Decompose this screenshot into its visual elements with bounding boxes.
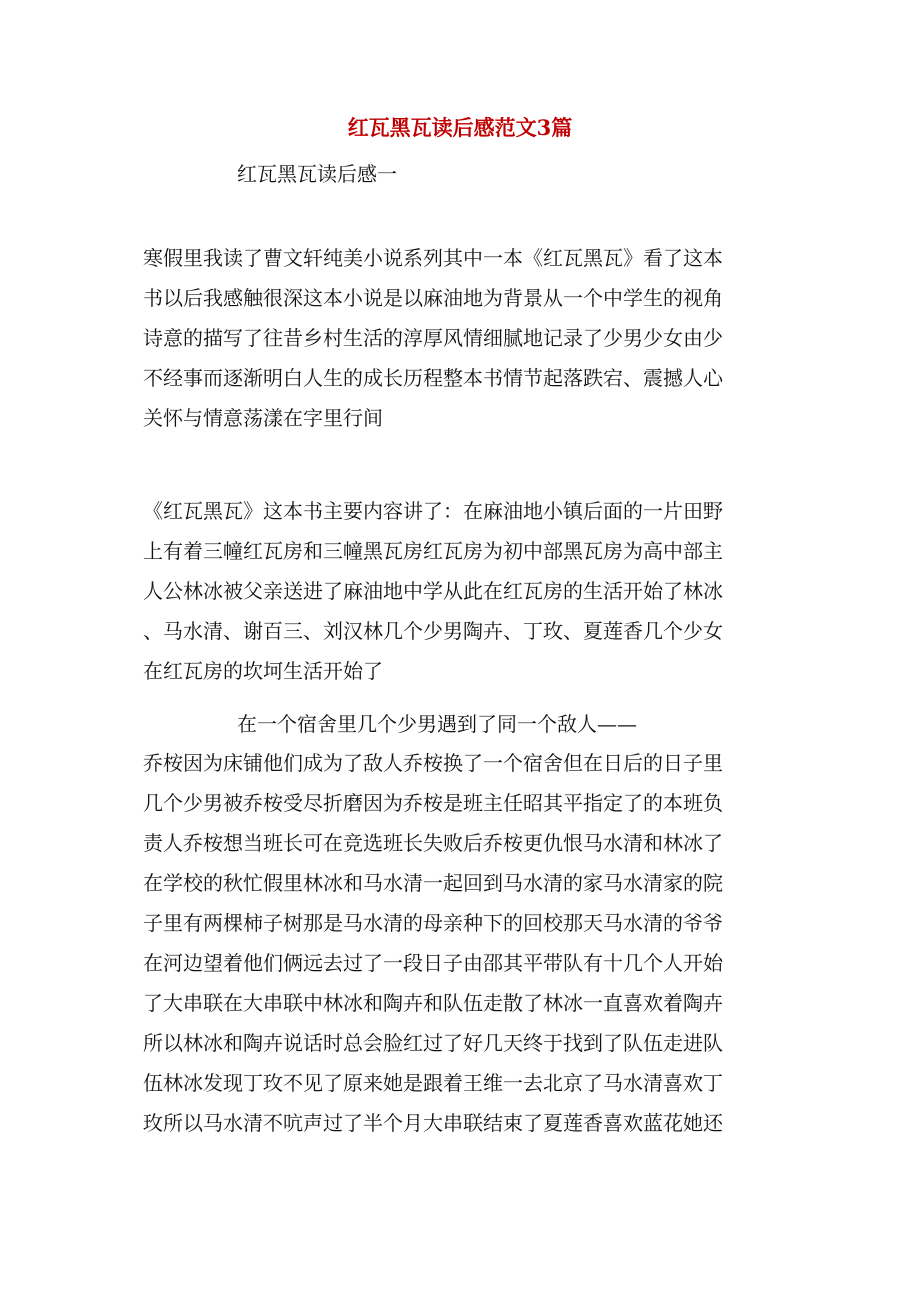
text-line: 责人乔桉想当班长可在竞选班长失败后乔桉更仇恨马水清和林冰了 xyxy=(143,831,723,855)
text-line: 人公林冰被父亲送进了麻油地中学从此在红瓦房的生活开始了林冰 xyxy=(143,579,723,603)
paragraph-3 xyxy=(143,743,783,1143)
text-line: 书以后我感触很深这本小说是以麻油地为背景从一个中学生的视角 xyxy=(143,286,723,310)
text-line: 在学校的秋忙假里林冰和马水清一起回到马水清的家马水清家的院 xyxy=(143,871,723,895)
text-line: 寒假里我读了曹文轩纯美小说系列其中一本《红瓦黑瓦》看了这本 xyxy=(143,246,723,270)
text-line: 子里有两棵柿子树那是马水清的母亲种下的回校那天马水清的爷爷 xyxy=(143,911,723,935)
text-line: 在河边望着他们俩远去过了一段日子由邵其平带队有十几个人开始 xyxy=(143,951,723,975)
text-line: 乔桉因为床铺他们成为了敌人乔桉换了一个宿舍但在日后的日子里 xyxy=(143,751,723,775)
text-line: 、马水清、谢百三、刘汉林几个少男陶卉、丁玫、夏莲香几个少女 xyxy=(143,619,723,643)
paragraph-1 xyxy=(143,238,783,438)
text-line: 诗意的描写了往昔乡村生活的淳厚风情细腻地记录了少男少女由少 xyxy=(143,326,723,350)
text-line: 关怀与情意荡漾在字里行间 xyxy=(143,406,383,430)
text-line: 几个少男被乔桉受尽折磨因为乔桉是班主任昭其平指定了的本班负 xyxy=(143,791,723,815)
text-line: 《红瓦黑瓦》这本书主要内容讲了：在麻油地小镇后面的一片田野 xyxy=(143,499,723,523)
section-heading: 红瓦黑瓦读后感一 xyxy=(237,162,397,186)
text-line: 玫所以马水清不吭声过了半个月大串联结束了夏莲香喜欢蓝花她还 xyxy=(143,1111,723,1135)
text-line: 了大串联在大串联中林冰和陶卉和队伍走散了林冰一直喜欢着陶卉 xyxy=(143,991,723,1015)
text-line: 所以林冰和陶卉说话时总会脸红过了好几天终于找到了队伍走进队 xyxy=(143,1031,723,1055)
document-title: 红瓦黑瓦读后感范文3篇 xyxy=(347,115,573,140)
paragraph-2 xyxy=(143,491,783,691)
text-line: 上有着三幢红瓦房和三幢黑瓦房红瓦房为初中部黑瓦房为高中部主 xyxy=(143,539,723,563)
text-line: 伍林冰发现丁玫不见了原来她是跟着王维一去北京了马水清喜欢丁 xyxy=(143,1071,723,1095)
text-line: 不经事而逐渐明白人生的成长历程整本书情节起落跌宕、震撼人心 xyxy=(143,366,723,390)
paragraph-3-first-line: 在一个宿舍里几个少男遇到了同一个敌人—— xyxy=(237,712,637,736)
text-line: 在红瓦房的坎坷生活开始了 xyxy=(143,659,383,683)
